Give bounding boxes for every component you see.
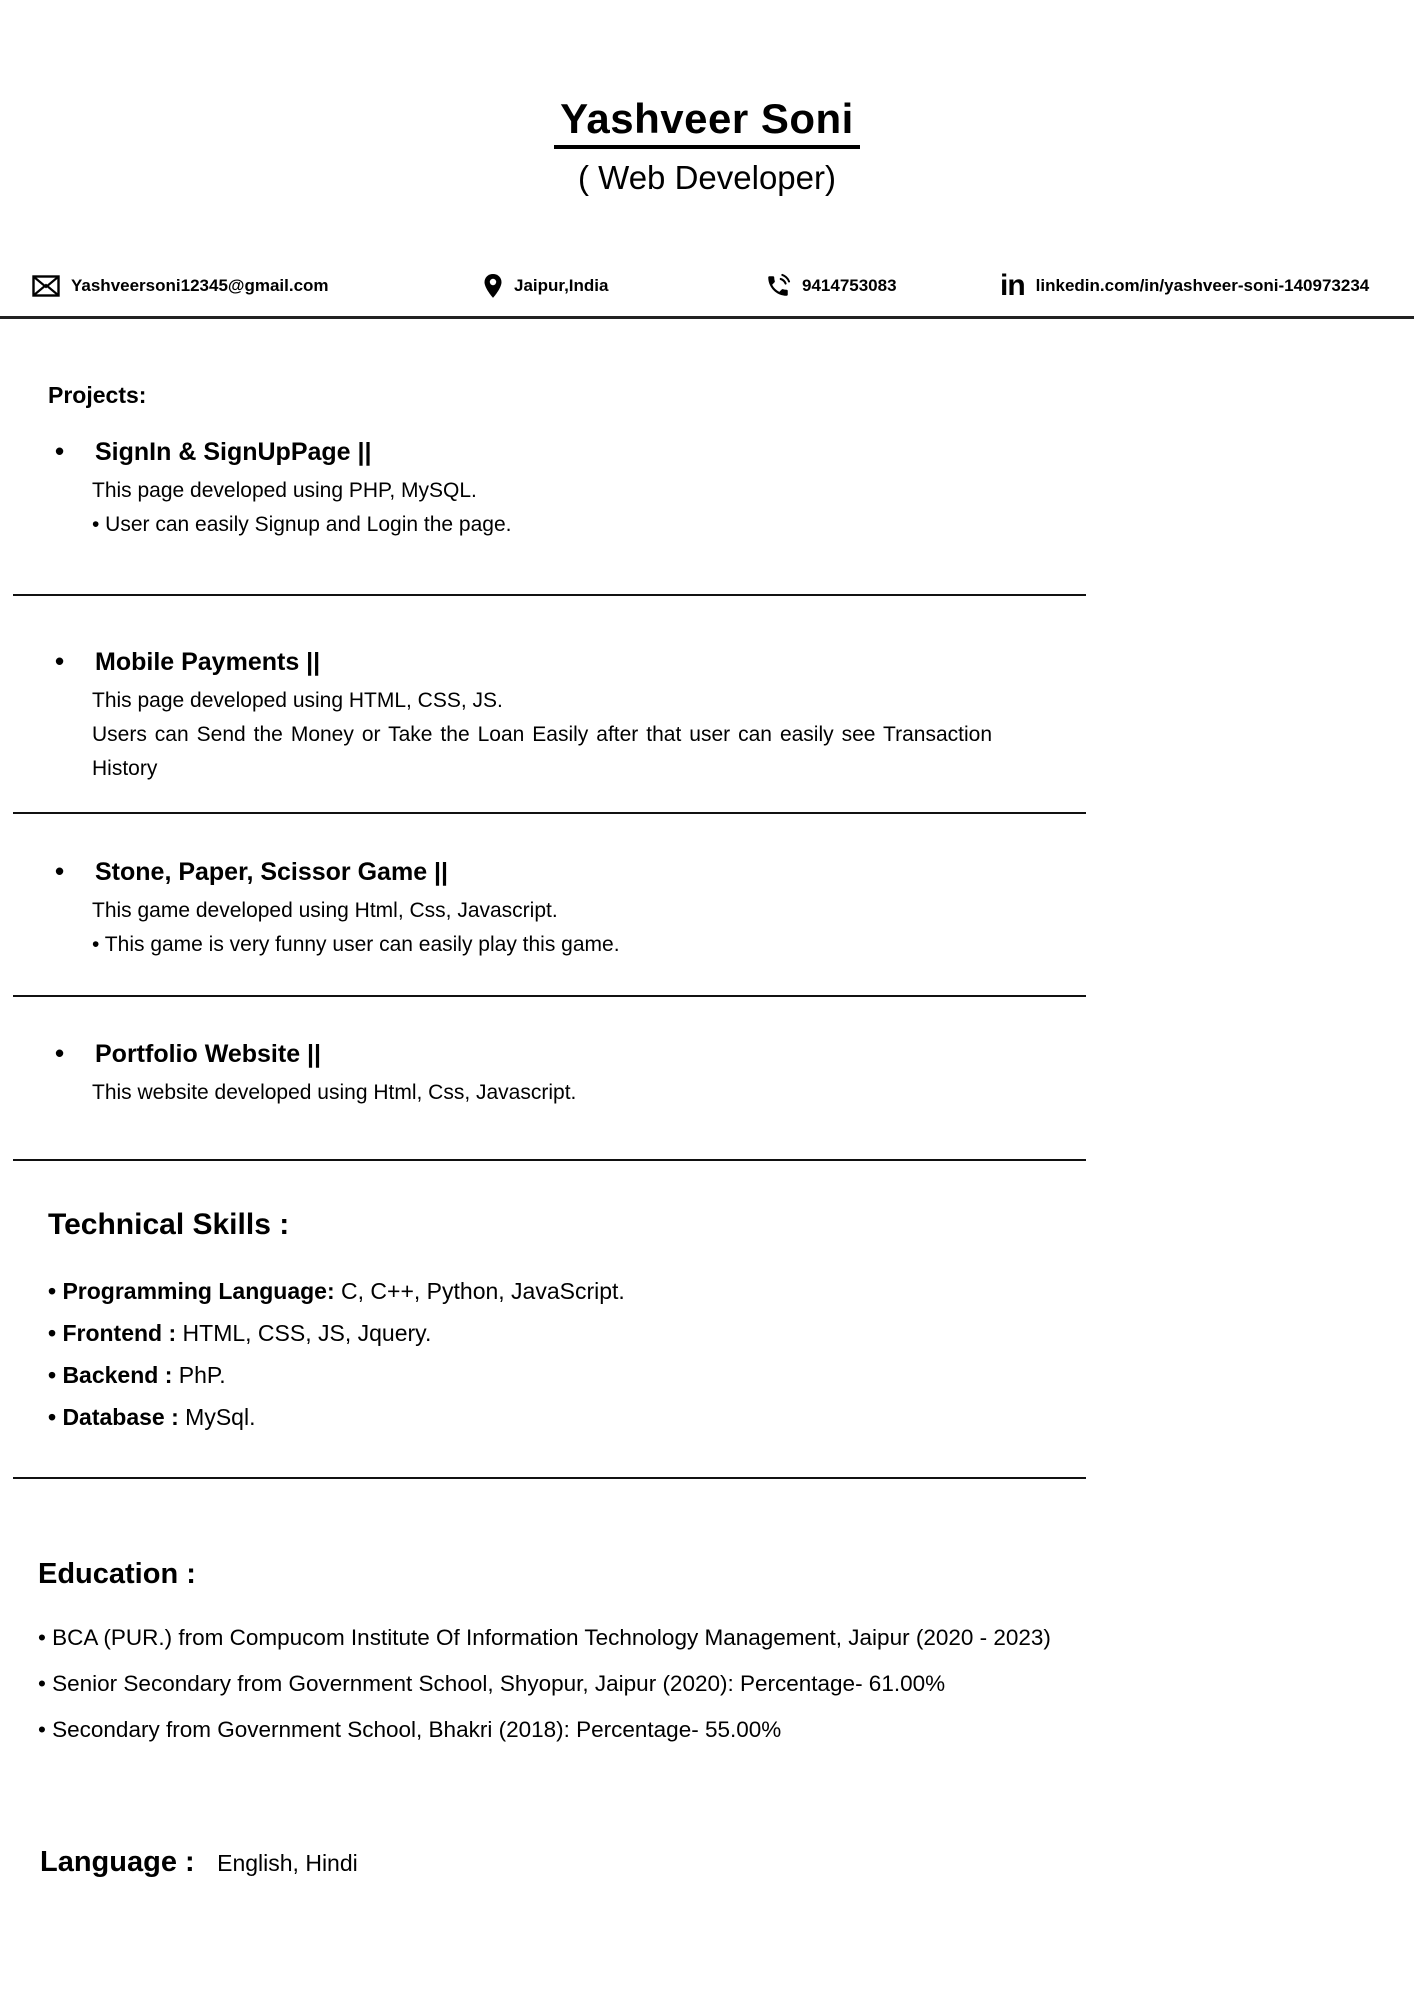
section-divider (13, 995, 1086, 997)
education-item-senior-secondary: • Senior Secondary from Government School, Shyopur, Jaipur (2020): Percentage- 61.00% (38, 1671, 946, 1696)
project-item-stone-paper-scissor (55, 856, 1095, 962)
contact-phone[interactable] (765, 262, 897, 310)
phone-icon (765, 273, 791, 299)
project-desc-line: • This game is very funny user can easily play this game. (92, 933, 620, 956)
skill-value: MySql. (178, 1404, 256, 1430)
section-divider (13, 812, 1086, 814)
project-title: SignIn & SignUpPage || (95, 438, 372, 466)
header-divider (0, 316, 1414, 319)
person-role: ( Web Developer) (578, 159, 836, 197)
skill-label: • Database : (48, 1404, 179, 1430)
education-item-secondary: • Secondary from Government School, Bhakri (2018): Percentage- 55.00% (38, 1717, 782, 1742)
contact-row (0, 262, 1414, 310)
bullet-icon: • (55, 1038, 65, 1068)
project-item-signin-signup (55, 436, 1095, 542)
project-title: Portfolio Website || (95, 1040, 322, 1068)
linkedin-icon: in (1000, 269, 1025, 302)
project-desc-line: This page developed using HTML, CSS, JS. (92, 689, 503, 712)
skill-label: • Backend : (48, 1362, 173, 1388)
project-item-portfolio-website (55, 1038, 1095, 1110)
skill-value: HTML, CSS, JS, Jquery. (176, 1320, 432, 1346)
skill-label: • Frontend : (48, 1320, 177, 1346)
section-divider (13, 1159, 1086, 1161)
education-section (38, 1558, 1398, 1753)
project-desc-line: • User can easily Signup and Login the page. (92, 513, 512, 536)
envelope-icon (32, 275, 60, 297)
project-title: Mobile Payments || (95, 648, 321, 676)
project-title: Stone, Paper, Scissor Game || (95, 858, 449, 886)
project-desc-line: This website developed using Html, Css, Javascript. (92, 1081, 577, 1104)
bullet-icon: • (55, 646, 65, 676)
contact-email[interactable] (32, 262, 329, 310)
email-text: Yashveersoni12345@gmail.com (71, 276, 329, 295)
technical-skills-section (48, 1208, 1148, 1438)
skill-value: PhP. (172, 1362, 226, 1388)
bullet-icon: • (55, 856, 65, 886)
skill-line-programming (48, 1270, 1148, 1312)
education-item-bca: • BCA (PUR.) from Compucom Institute Of Information Technology Management, Jaipur (2020 - 2023) (38, 1625, 1051, 1650)
language-heading: Language : (40, 1846, 195, 1878)
contact-location[interactable] (483, 262, 608, 310)
skill-value: C, C++, Python, JavaScript. (334, 1278, 625, 1304)
person-name: Yashveer Soni (554, 96, 860, 149)
contact-linkedin[interactable] (1000, 262, 1369, 310)
section-divider (13, 1477, 1086, 1479)
project-item-mobile-payments (55, 646, 1095, 786)
language-section (40, 1846, 358, 1879)
location-pin-icon (483, 273, 503, 299)
projects-heading: Projects: (48, 382, 147, 408)
project-desc-line: Users can Send the Money or Take the Loan Easily after that user can easily see Transaction History (92, 723, 992, 780)
education-heading: Education : (38, 1558, 196, 1590)
skill-line-database (48, 1396, 1148, 1438)
project-desc-line: This game developed using Html, Css, Javascript. (92, 899, 558, 922)
technical-skills-heading: Technical Skills : (48, 1208, 290, 1241)
location-text: Jaipur,India (514, 276, 609, 295)
bullet-icon: • (55, 436, 65, 466)
header (0, 96, 1414, 197)
language-value: English, Hindi (217, 1850, 358, 1876)
linkedin-text: linkedin.com/in/yashveer-soni-140973234 (1035, 276, 1370, 295)
phone-text: 9414753083 (802, 276, 897, 295)
section-divider (13, 594, 1086, 596)
skill-label: • Programming Language: (48, 1278, 335, 1304)
skill-line-backend (48, 1354, 1148, 1396)
skill-line-frontend (48, 1312, 1148, 1354)
project-desc-line: This page developed using PHP, MySQL. (92, 479, 477, 502)
